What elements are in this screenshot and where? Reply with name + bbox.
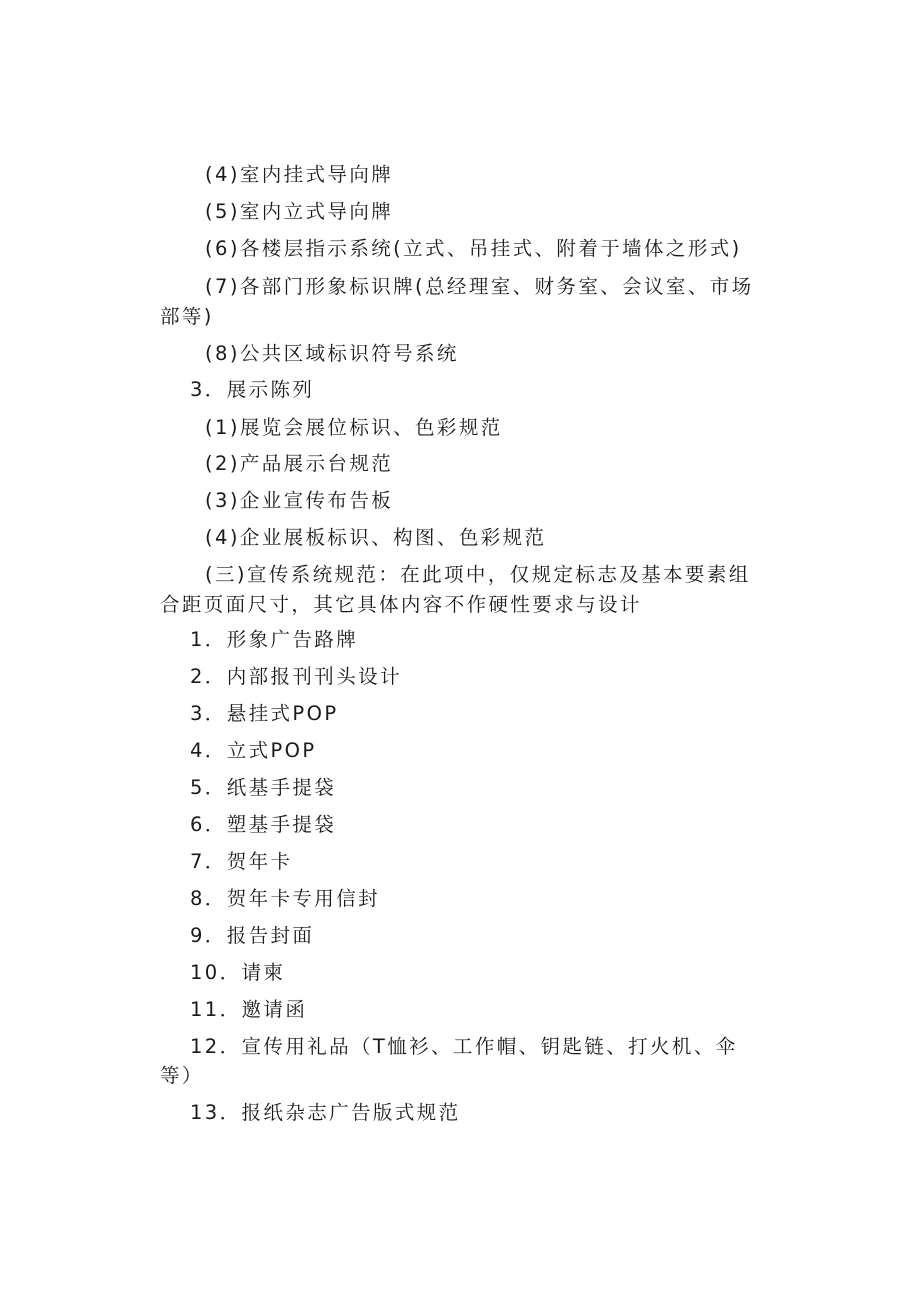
- list-item: (5)室内立式导向牌: [205, 200, 394, 223]
- list-item-continuation: 部等): [160, 305, 214, 328]
- list-item: 6．塑基手提袋: [190, 813, 337, 836]
- list-item: 13．报纸杂志广告版式规范: [190, 1101, 461, 1124]
- list-item: (8)公共区域标识符号系统: [205, 342, 459, 365]
- section-heading: (三)宣传系统规范：在此项中，仅规定标志及基本要素组: [205, 563, 751, 586]
- list-item: (1)展览会展位标识、色彩规范: [205, 416, 503, 439]
- list-item: 1．形象广告路牌: [190, 628, 359, 651]
- list-item: 12．宣传用礼品（T恤衫、工作帽、钥匙链、打火机、伞: [190, 1035, 738, 1058]
- list-item: 3．悬挂式POP: [190, 702, 339, 725]
- list-item: (4)企业展板标识、构图、色彩规范: [205, 526, 547, 549]
- list-item: 8．贺年卡专用信封: [190, 887, 381, 910]
- list-item: 9．报告封面: [190, 924, 315, 947]
- list-item: 2．内部报刊刊头设计: [190, 665, 402, 688]
- list-item: (7)各部门形象标识牌(总经理室、财务室、会议室、市场: [205, 275, 754, 298]
- list-item: (6)各楼层指示系统(立式、吊挂式、附着于墙体之形式): [205, 237, 742, 260]
- list-item: 7．贺年卡: [190, 850, 293, 873]
- section-heading: 3．展示陈列: [190, 378, 315, 401]
- list-item: (2)产品展示台规范: [205, 452, 394, 475]
- list-item-continuation: 等）: [160, 1064, 204, 1087]
- section-heading-continuation: 合距页面尺寸，其它具体内容不作硬性要求与设计: [160, 593, 642, 616]
- list-item: 4．立式POP: [190, 739, 317, 762]
- list-item: (3)企业宣传布告板: [205, 489, 394, 512]
- list-item: 11．邀请函: [190, 998, 308, 1021]
- list-item: 10．请柬: [190, 961, 286, 984]
- list-item: (4)室内挂式导向牌: [205, 163, 394, 186]
- list-item: 5．纸基手提袋: [190, 776, 337, 799]
